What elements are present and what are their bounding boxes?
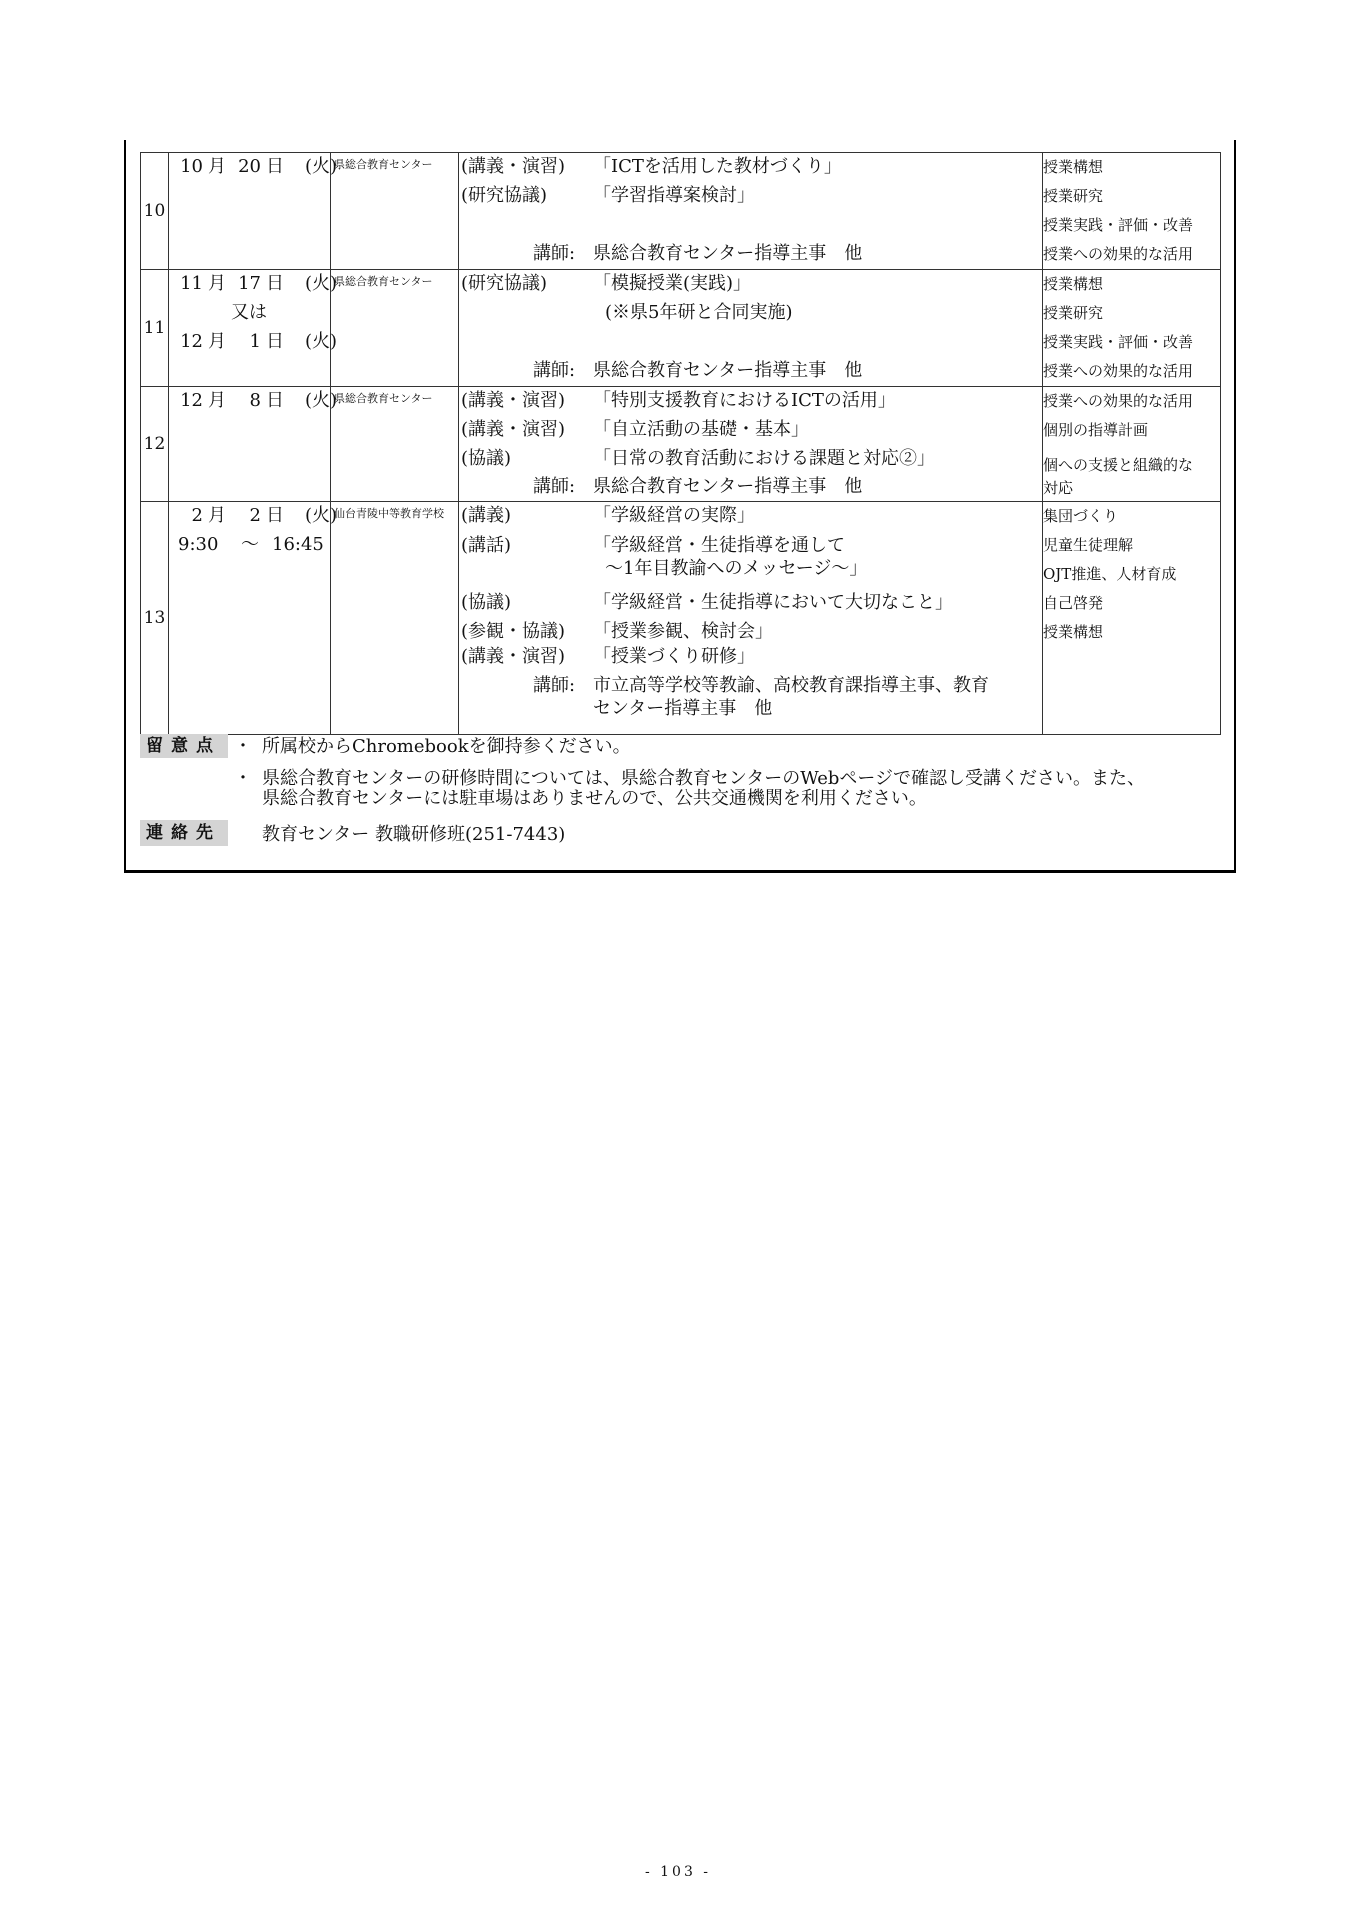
lecturer-line: 講師: 県総合教育センター指導主事 他 — [533, 360, 863, 381]
session-date: 12 月 1 日 (火) — [180, 331, 337, 352]
content-line: (※県5年研と合同実施) — [605, 302, 793, 323]
lecturer-line: 講師: 市立高等学校等教諭、高校教育課指導主事、教育 — [533, 675, 989, 696]
venue: 仙台青陵中等教育学校 — [331, 502, 459, 735]
contact-text: 教育センター 教職研修班(251-7443) — [262, 824, 566, 845]
note-bullet: ・ — [234, 736, 252, 757]
notes-label: 留意点 — [140, 734, 228, 758]
goals-cell — [1043, 270, 1221, 387]
content-line: (講義) 「学級経営の実際」 — [461, 505, 755, 526]
session-date: 11 月 17 日 (火) — [180, 273, 337, 294]
session-date: 12 月 8 日 (火) — [180, 390, 337, 411]
schedule-row-10 — [141, 153, 1221, 270]
goal-item: 授業への効果的な活用 — [1043, 392, 1194, 410]
content-line: (研究協議) 「学習指導案検討」 — [461, 185, 755, 206]
goal-item: 授業実践・評価・改善 — [1043, 216, 1194, 234]
content-line: (協議) 「日常の教育活動における課題と対応②」 — [461, 448, 935, 469]
content-line: (参観・協議) 「授業参観、検討会」 — [461, 621, 773, 642]
goal-item: 授業研究 — [1043, 187, 1104, 205]
content-cell — [459, 153, 1043, 270]
goal-item: 授業への効果的な活用 — [1043, 362, 1194, 380]
venue: 県総合教育センター — [331, 270, 459, 387]
content-cell — [459, 502, 1043, 735]
lecturer-line: センター指導主事 他 — [593, 698, 773, 719]
content-line: (講話) 「学級経営・生徒指導を通して — [461, 535, 845, 556]
goal-item: 授業研究 — [1043, 304, 1104, 322]
goal-item: 授業構想 — [1043, 158, 1104, 176]
note-item: 所属校からChromebookを御持参ください。 — [262, 736, 631, 757]
page-number: - 103 - — [644, 1864, 712, 1880]
session-time: 9:30 〜 16:45 — [178, 534, 324, 555]
note-bullet: ・ — [234, 768, 252, 789]
venue: 県総合教育センター — [331, 153, 459, 270]
schedule-row-11 — [141, 270, 1221, 387]
session-number: 10 — [141, 153, 169, 270]
date-cell — [169, 387, 337, 502]
goal-item: 集団づくり — [1043, 507, 1119, 525]
content-cell — [459, 270, 1043, 387]
lecturer-line: 講師: 県総合教育センター指導主事 他 — [533, 476, 863, 497]
date-cell — [169, 502, 337, 735]
goal-item: 授業構想 — [1043, 275, 1104, 293]
goal-item: 対応 — [1043, 479, 1074, 497]
content-line: (協議) 「学級経営・生徒指導において大切なこと」 — [461, 592, 953, 613]
contact-label: 連絡先 — [140, 820, 228, 846]
content-line: (講義・演習) 「授業づくり研修」 — [461, 646, 755, 667]
session-number: 12 — [141, 387, 169, 502]
note-item-continued: 県総合教育センターには駐車場はありませんので、公共交通機関を利用ください。 — [262, 788, 927, 809]
session-number: 13 — [141, 502, 169, 735]
lecturer-line: 講師: 県総合教育センター指導主事 他 — [533, 243, 863, 264]
note-item: 県総合教育センターの研修時間については、県総合教育センターのWebページで確認し受講ください。また、 — [262, 768, 1146, 789]
content-line: 〜1年目教諭へのメッセージ〜」 — [605, 558, 868, 579]
session-date: 10 月 20 日 (火) — [180, 156, 337, 177]
content-line: (研究協議) 「模擬授業(実践)」 — [461, 273, 752, 294]
goal-item: 個別の指導計画 — [1043, 421, 1149, 439]
date-cell — [169, 270, 337, 387]
date-alternative: 又は — [231, 302, 267, 323]
goal-item: 授業への効果的な活用 — [1043, 245, 1194, 263]
goal-item: 個への支援と組織的な — [1043, 456, 1194, 474]
content-line: (講義・演習) 「特別支援教育におけるICTの活用」 — [461, 390, 896, 411]
goal-item: 児童生徒理解 — [1043, 536, 1134, 554]
content-line: (講義・演習) 「自立活動の基礎・基本」 — [461, 419, 809, 440]
session-number: 11 — [141, 270, 169, 387]
goals-cell — [1043, 387, 1221, 502]
schedule-row-13 — [141, 502, 1221, 735]
goal-item: 授業実践・評価・改善 — [1043, 333, 1194, 351]
schedule-row-12 — [141, 387, 1221, 502]
goal-item: 自己啓発 — [1043, 594, 1104, 612]
goal-item: 授業構想 — [1043, 623, 1104, 641]
training-schedule-table — [140, 152, 1221, 735]
content-cell — [459, 387, 1043, 502]
content-line: (講義・演習) 「ICTを活用した教材づくり」 — [461, 156, 842, 177]
goals-cell — [1043, 153, 1221, 270]
session-date: 2 月 2 日 (火) — [191, 505, 337, 526]
venue: 県総合教育センター — [331, 387, 459, 502]
goal-item: OJT推進、人材育成 — [1043, 565, 1177, 583]
goals-cell — [1043, 502, 1221, 735]
date-cell — [169, 153, 337, 270]
